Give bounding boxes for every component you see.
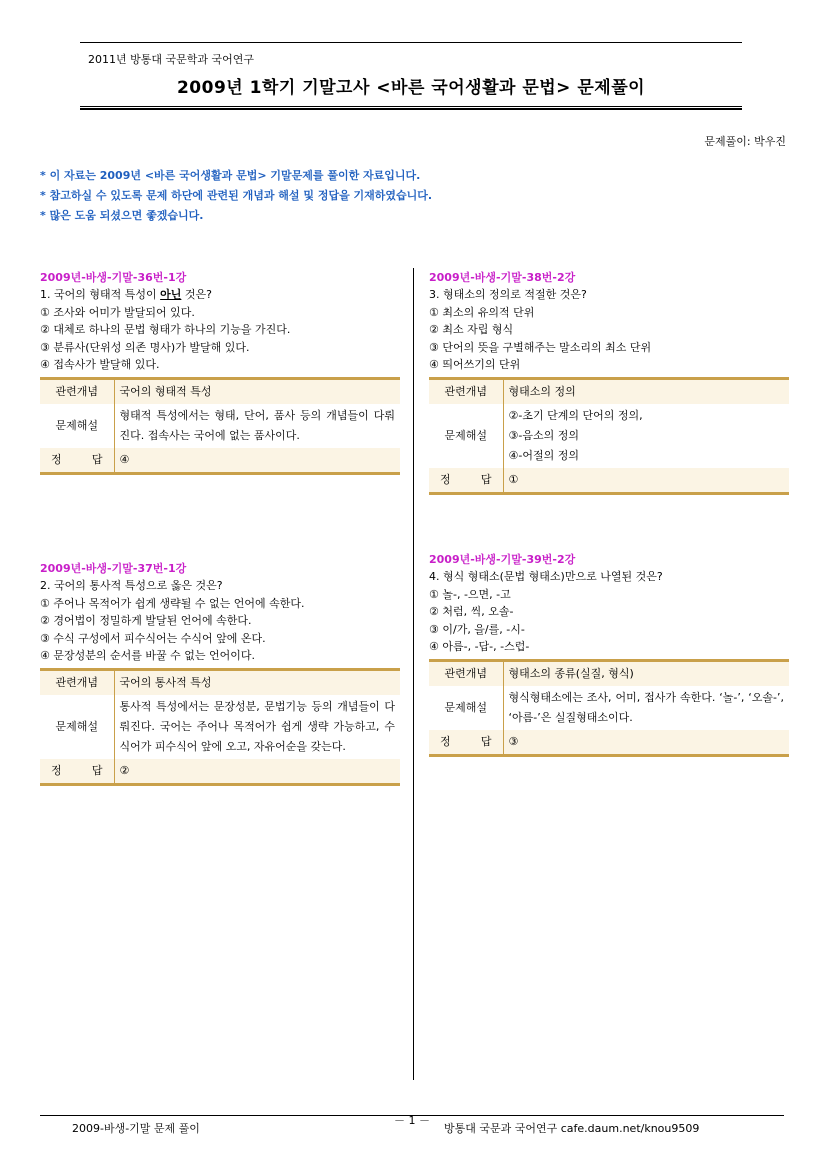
answer-label: 정 답 bbox=[429, 468, 503, 494]
author-credit: 문제풀이: 박우진 bbox=[704, 135, 786, 148]
option-2: ② 경어법이 정밀하게 발달된 언어에 속한다. bbox=[40, 614, 252, 627]
concept-label: 관련개념 bbox=[429, 378, 503, 404]
question-code: 2009년-바생-기말-39번-2강 bbox=[429, 553, 576, 566]
question-block-39 bbox=[429, 552, 789, 757]
question-stem: 4. 형식 형태소(문법 형태소)만으로 나열된 것은? bbox=[429, 570, 663, 583]
explanation-label: 문제해설 bbox=[40, 404, 114, 448]
option-3: ③ 수식 구성에서 피수식어는 수식어 앞에 온다. bbox=[40, 631, 266, 645]
note-line: * 많은 도움 되셨으면 좋겠습니다. bbox=[40, 209, 204, 222]
question-code: 2009년-바생-기말-36번-1강 bbox=[40, 271, 187, 284]
answer-table bbox=[40, 668, 400, 786]
explanation-label: 문제해설 bbox=[429, 686, 503, 730]
option-3: ③ 이/가, 을/를, -시- bbox=[429, 622, 525, 636]
explanation-line: ④-어절의 정의 bbox=[508, 448, 579, 462]
explanation-label: 문제해설 bbox=[40, 695, 114, 759]
header-subtitle: 2011년 방통대 국문학과 국어연구 bbox=[88, 53, 254, 66]
explanation-line: ③-음소의 정의 bbox=[508, 428, 579, 442]
column-divider bbox=[413, 268, 414, 1080]
explanation-label: 문제해설 bbox=[429, 404, 503, 468]
answer-label: 정 답 bbox=[40, 448, 114, 474]
question-block-36 bbox=[40, 270, 400, 475]
option-2: ② 처럼, 씩, 오솔- bbox=[429, 605, 514, 618]
footer-left-text: 2009-바생-기말 문제 풀이 bbox=[72, 1122, 200, 1135]
question-block-37 bbox=[40, 561, 400, 786]
option-4: ④ 접속사가 발달해 있다. bbox=[40, 358, 160, 371]
header-bottom-rule bbox=[80, 106, 742, 110]
emphasis-word: 아닌 bbox=[160, 288, 182, 301]
explanation-value: 형태적 특성에서는 형태, 단어, 품사 등의 개념들이 다뤄진다. 접속사는 국어에 없는 품사이다. bbox=[114, 404, 400, 448]
concept-value: 국어의 통사적 특성 bbox=[114, 669, 400, 695]
note-line: * 참고하실 수 있도록 문제 하단에 관련된 개념과 해설 및 정답을 기재하였습니다. bbox=[40, 189, 433, 202]
answer-value: ④ bbox=[114, 448, 400, 474]
answer-value: ③ bbox=[503, 730, 789, 756]
concept-label: 관련개념 bbox=[40, 378, 114, 404]
explanation-line: ②-초기 단계의 단어의 정의, bbox=[508, 408, 643, 422]
page-title: 2009년 1학기 기말고사 <바른 국어생활과 문법> 문제풀이 bbox=[176, 78, 646, 98]
intro-notes bbox=[40, 166, 432, 226]
concept-label: 관련개념 bbox=[40, 669, 114, 695]
question-stem: 3. 형태소의 정의로 적절한 것은? bbox=[429, 288, 587, 301]
answer-table bbox=[429, 659, 789, 757]
concept-value: 형태소의 종류(실질, 형식) bbox=[503, 660, 789, 686]
option-1: ① 조사와 어미가 발달되어 있다. bbox=[40, 305, 195, 319]
page-number: － 1 － bbox=[394, 1114, 430, 1127]
question-block-38 bbox=[429, 270, 789, 495]
question-code: 2009년-바생-기말-38번-2강 bbox=[429, 271, 576, 284]
question-stem: 2. 국어의 통사적 특성으로 옳은 것은? bbox=[40, 579, 223, 592]
concept-value: 형태소의 정의 bbox=[503, 378, 789, 404]
header-top-rule bbox=[80, 42, 742, 43]
answer-value: ① bbox=[503, 468, 789, 494]
option-3: ③ 단어의 뜻을 구별해주는 말소리의 최소 단위 bbox=[429, 340, 652, 354]
explanation-value bbox=[503, 404, 789, 468]
note-line: * 이 자료는 2009년 <바른 국어생활과 문법> 기말문제를 풀이한 자료입니다. bbox=[40, 169, 421, 182]
option-1: ① 놀-, -으면, -고 bbox=[429, 587, 511, 601]
option-2: ② 최소 자립 형식 bbox=[429, 323, 514, 336]
footer-right-text: 방통대 국문과 국어연구 cafe.daum.net/knou9509 bbox=[444, 1122, 700, 1135]
concept-label: 관련개념 bbox=[429, 660, 503, 686]
option-4: ④ 아름-, -답-, -스럽- bbox=[429, 640, 530, 653]
answer-value: ② bbox=[114, 759, 400, 785]
question-code: 2009년-바생-기말-37번-1강 bbox=[40, 562, 187, 575]
option-4: ④ 문장성분의 순서를 바꿀 수 없는 언어이다. bbox=[40, 649, 255, 662]
explanation-value: 통사적 특성에서는 문장성분, 문법기능 등의 개념들이 다뤄진다. 국어는 주어나 목적어가 쉽게 생략 가능하고, 수식어가 피수식어 앞에 오고, 자유어순을 갖는다. bbox=[114, 695, 400, 759]
explanation-value: 형식형태소에는 조사, 어미, 접사가 속한다. ‘놀-’, ‘오솔-’, ‘아름-’은 실질형태소이다. bbox=[503, 686, 789, 730]
answer-label: 정 답 bbox=[40, 759, 114, 785]
option-2: ② 대체로 하나의 문법 형태가 하나의 기능을 가진다. bbox=[40, 323, 291, 336]
question-stem: 1. 국어의 형태적 특성이 아닌 것은? bbox=[40, 288, 212, 301]
option-4: ④ 띄어쓰기의 단위 bbox=[429, 358, 521, 371]
option-3: ③ 분류사(단위성 의존 명사)가 발달해 있다. bbox=[40, 340, 250, 354]
concept-value: 국어의 형태적 특성 bbox=[114, 378, 400, 404]
answer-table bbox=[40, 377, 400, 475]
option-1: ① 주어나 목적어가 쉽게 생략될 수 없는 언어에 속한다. bbox=[40, 596, 305, 610]
answer-table bbox=[429, 377, 789, 495]
answer-label: 정 답 bbox=[429, 730, 503, 756]
option-1: ① 최소의 유의적 단위 bbox=[429, 305, 535, 319]
